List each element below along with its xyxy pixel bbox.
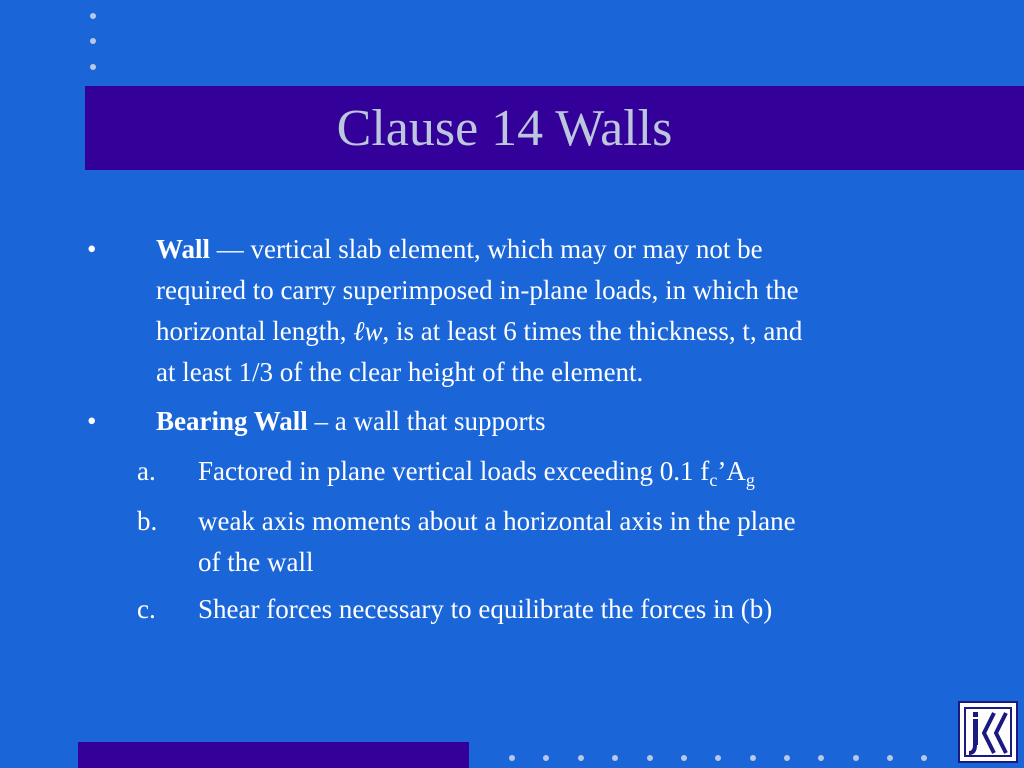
bullet-text (156, 401, 986, 442)
definition-text: horizontal length, (156, 316, 354, 346)
decor-dot (612, 755, 618, 761)
decor-dot (681, 755, 687, 761)
subitem-c (0, 589, 1024, 630)
decor-dot (509, 755, 515, 761)
subitem-text (198, 451, 988, 492)
decor-dot (90, 13, 96, 19)
decor-dot (853, 755, 859, 761)
bullet-item-wall (0, 229, 1024, 399)
decor-dot (543, 755, 549, 761)
logo-graphic (966, 709, 1012, 757)
subitem-text-part: ’A (717, 456, 746, 486)
title-band (85, 86, 1024, 170)
subitem-marker: b. (137, 506, 158, 536)
decor-dot (887, 755, 893, 761)
decor-dot (818, 755, 824, 761)
bullet-line (156, 229, 986, 270)
footer-band (78, 742, 469, 768)
term-bearing-wall: Bearing Wall (156, 406, 308, 436)
term-wall: Wall (156, 234, 211, 264)
subitem-text (198, 501, 988, 583)
definition-text: — vertical slab element, which may or may not be (210, 234, 763, 264)
slide-title: Clause 14 Walls (336, 99, 673, 157)
subitem-marker: a. (137, 456, 156, 486)
subitem-text-part: Factored in plane vertical loads exceeding 0.1 f (198, 456, 710, 486)
subitem-a (0, 451, 1024, 492)
subitem-line: of the wall (198, 547, 314, 577)
bullet-line: at least 1/3 of the clear height of the element. (156, 357, 644, 387)
bullet-line (156, 311, 986, 352)
subscript: c (709, 470, 718, 490)
subitem-marker: c. (137, 594, 156, 624)
decor-dot (750, 755, 756, 761)
bullet-line: required to carry superimposed in-plane loads, in which the (156, 275, 799, 305)
jk-logo-icon (958, 701, 1018, 763)
decor-dot (784, 755, 790, 761)
decor-dot (578, 755, 584, 761)
logo-frame (964, 707, 1012, 757)
subitem-b (0, 501, 1024, 583)
subitem-text: Shear forces necessary to equilibrate the forces in (b) (198, 594, 773, 624)
definition-text: , is at least 6 times the thickness, t, and (382, 316, 803, 346)
bullet-glyph: • (87, 406, 97, 436)
bullet-glyph: • (87, 234, 97, 264)
subscript: g (745, 470, 755, 490)
decor-dot (90, 64, 96, 70)
decor-dot (921, 755, 927, 761)
subitem-line: weak axis moments about a horizontal axis in the plane (198, 506, 796, 536)
decor-dot (647, 755, 653, 761)
definition-text: – a wall that supports (307, 406, 546, 436)
bullet-text (156, 229, 986, 393)
decor-dot (715, 755, 721, 761)
symbol-lw: ℓw (353, 316, 383, 346)
decor-dot (90, 38, 96, 44)
bullet-item-bearing-wall (0, 401, 1024, 442)
